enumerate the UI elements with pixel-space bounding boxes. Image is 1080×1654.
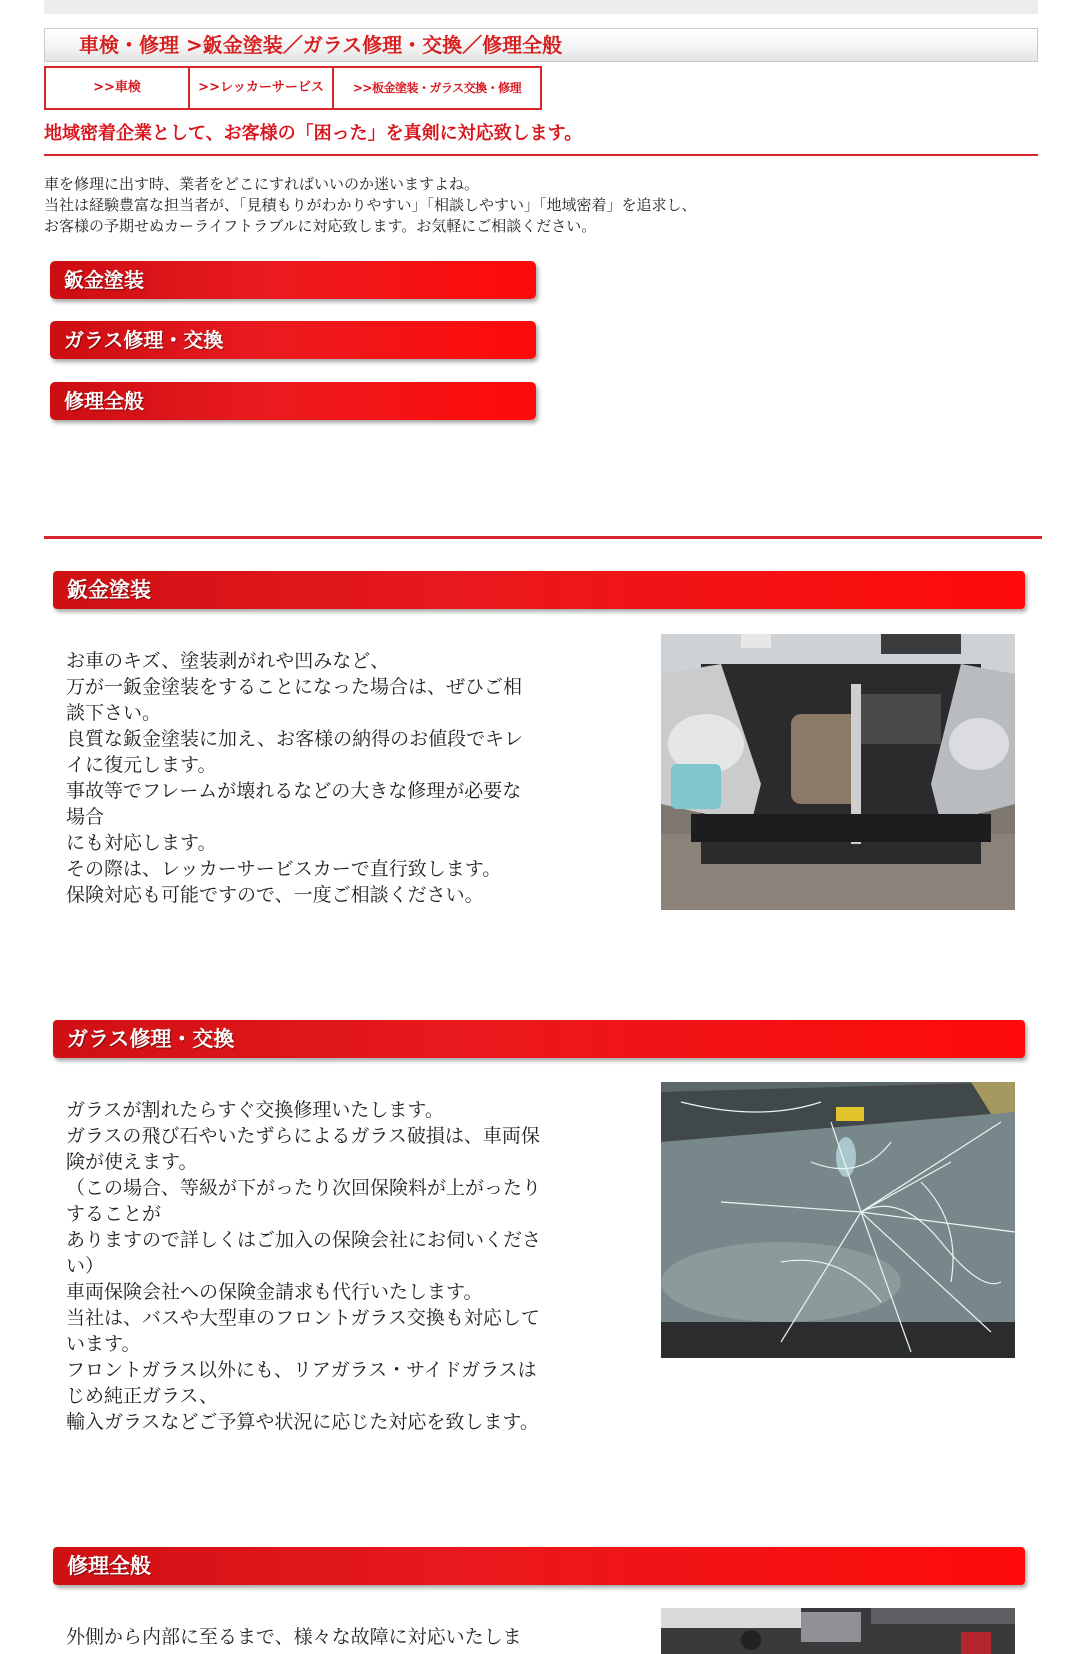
text-line: 事故等でフレームが壊れるなどの大きな修理が必要な <box>66 780 522 802</box>
text-line: お車のキズ、塗装剥がれや凹みなど、 <box>66 650 390 672</box>
menu-button-bodywork[interactable]: 鈑金塗装 <box>50 261 536 299</box>
engine-repair-photo <box>661 1608 1015 1654</box>
intro-line: お客様の予期せぬカーライフトラブルに対応致します。お気軽にご相談ください。 <box>44 217 597 235</box>
text-line: 万が一鈑金塗装をすることになった場合は、ぜひご相 <box>66 676 523 698</box>
intro-text <box>44 174 697 237</box>
section-heading-general-repair: 修理全般 <box>53 1547 1025 1585</box>
text-line: ガラスの飛び石やいたずらによるガラス破損は、車両保 <box>66 1125 540 1147</box>
text-line: 当社は、バスや大型車のフロントガラス交換も対応して <box>66 1307 540 1329</box>
damaged-car-front-engine-photo <box>661 634 1015 910</box>
top-bar <box>44 0 1038 14</box>
page-title: 車検・修理 >鈑金塗装／ガラス修理・交換／修理全般 <box>44 28 1038 62</box>
section-heading-glass-repair: ガラス修理・交換 <box>53 1020 1025 1058</box>
text-line: 険が使えます。 <box>66 1151 198 1173</box>
section-divider <box>44 536 1042 539</box>
text-line: （この場合、等級が下がったり次回保険料が上がったり <box>66 1177 542 1199</box>
text-line: 車両保険会社への保険金請求も代行いたします。 <box>66 1281 483 1303</box>
text-line: ありますので詳しくはご加入の保険会社にお伺いくださ <box>66 1229 542 1251</box>
section-text-bodywork <box>66 648 596 908</box>
sub-navigation <box>44 66 540 110</box>
section-heading-bodywork: 鈑金塗装 <box>53 571 1025 609</box>
text-line: 保険対応も可能ですので、一度ご相談ください。 <box>66 884 484 906</box>
text-line: 談下さい。 <box>66 702 162 724</box>
text-line: イに復元します。 <box>66 754 217 776</box>
text-line: 場合 <box>66 806 105 828</box>
menu-button-glass-repair[interactable]: ガラス修理・交換 <box>50 321 536 359</box>
text-line: フロントガラス以外にも、リアガラス・サイドガラスは <box>66 1359 537 1381</box>
section-text-glass-repair <box>66 1097 596 1435</box>
text-line: じめ純正ガラス、 <box>66 1385 219 1407</box>
intro-line: 当社は経験豊富な担当者が、「見積もりがわかりやすい」「相談しやすい」「地域密着」を追求し、 <box>44 196 697 214</box>
text-line: 外側から内部に至るまで、様々な故障に対応いたしま <box>66 1626 522 1648</box>
text-line: 輸入ガラスなどご予算や状況に応じた対応を致します。 <box>66 1411 539 1433</box>
text-line: います。 <box>66 1333 141 1355</box>
text-line: ガラスが割れたらすぐ交換修理いたします。 <box>66 1099 444 1121</box>
text-line: い） <box>66 1255 105 1277</box>
menu-button-general-repair[interactable]: 修理全般 <box>50 382 536 420</box>
intro-line: 車を修理に出す時、業者をどこにすればいいのか迷いますよね。 <box>44 175 480 193</box>
section-text-general-repair <box>66 1624 596 1650</box>
subnav-link-bodywork-glass-repair[interactable]: >>板金塗装・ガラス交換・修理 <box>332 66 542 110</box>
text-line: その際は、レッカーサービスカーで直行致します。 <box>66 858 502 880</box>
text-line: にも対応します。 <box>66 832 217 854</box>
subnav-link-wrecker-service[interactable]: >>レッカーサービス <box>188 66 334 110</box>
text-line: 良質な鈑金塗装に加え、お客様の納得のお値段でキレ <box>66 728 523 750</box>
text-line: することが <box>66 1203 162 1225</box>
subnav-link-shaken[interactable]: >>車検 <box>44 66 190 110</box>
tagline: 地域密着企業として、お客様の「困った」を真剣に対応致します。 <box>44 122 1038 156</box>
cracked-windshield-photo <box>661 1082 1015 1358</box>
